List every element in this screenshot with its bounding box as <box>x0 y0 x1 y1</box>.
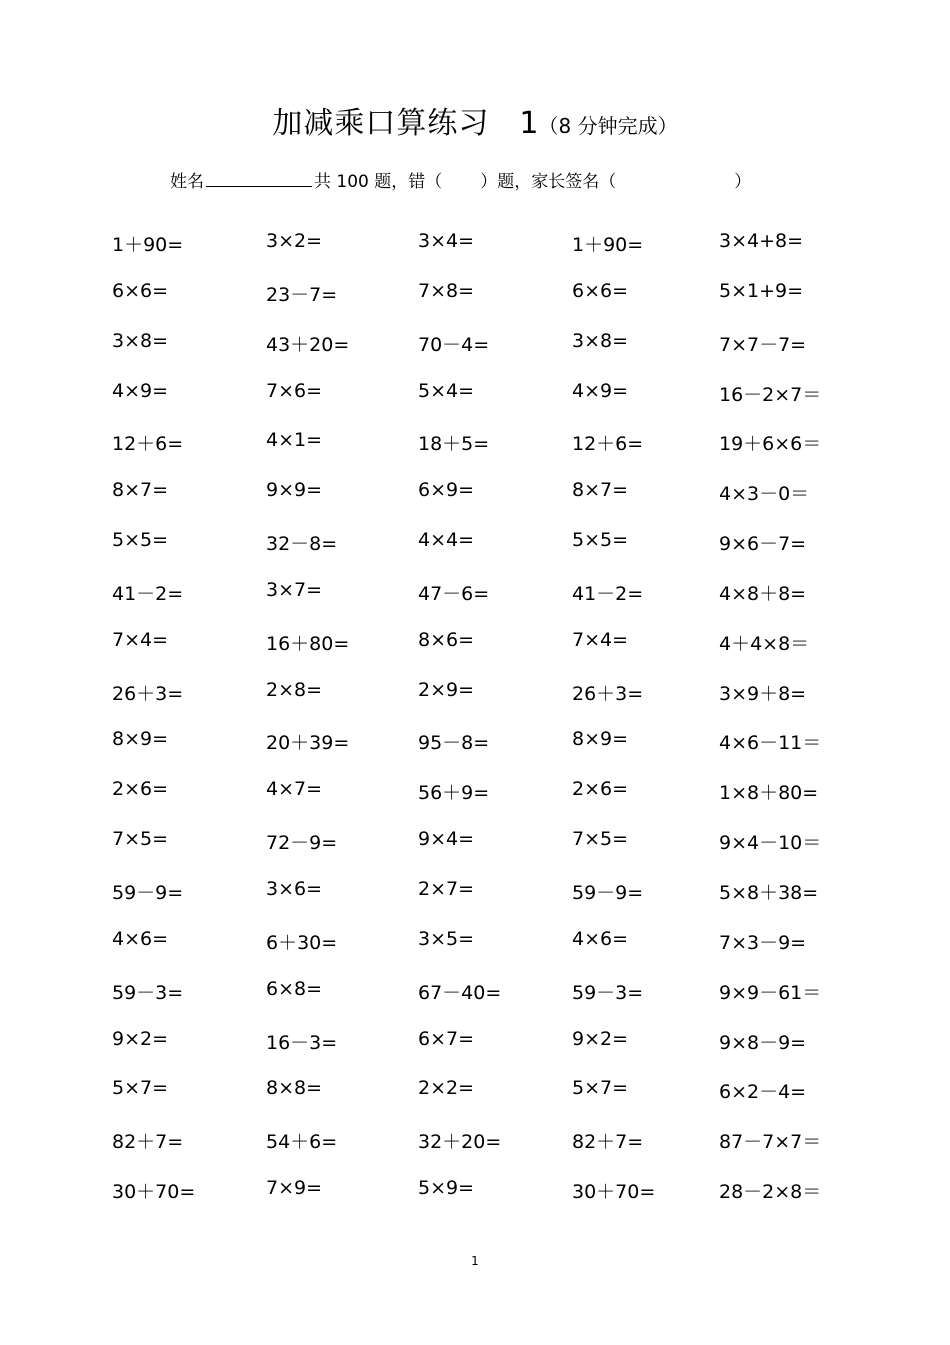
problem-item: 54＋6= <box>266 1131 338 1154</box>
problem-item: 2×9= <box>418 678 475 701</box>
problem-item: 4×1= <box>266 429 323 452</box>
problem-row <box>112 874 872 924</box>
problem-item: 23－7= <box>266 283 338 306</box>
problem-item: 7×7－7= <box>719 333 807 356</box>
problem-item: 6×9= <box>418 479 475 502</box>
problem-item: 12＋6= <box>112 433 184 456</box>
problem-item: 59－3= <box>112 981 184 1004</box>
problem-row <box>112 475 872 525</box>
problem-item: 56＋9= <box>418 782 490 805</box>
title-note: （8 分钟完成） <box>538 114 678 138</box>
problem-item: 6×6= <box>112 279 169 302</box>
problem-item: 3×6= <box>266 877 323 900</box>
problem-item: 6×8= <box>266 977 323 1000</box>
problem-row <box>112 376 872 426</box>
student-info-line <box>170 167 751 192</box>
problem-item: 16－3= <box>266 1031 338 1054</box>
problem-item: 8×8= <box>266 1077 323 1100</box>
problem-item: 4×4= <box>418 529 475 552</box>
problem-row <box>112 1123 872 1173</box>
problem-item: 43＋20= <box>266 333 350 356</box>
problem-item: 9×4－10＝ <box>719 832 822 855</box>
problem-row <box>112 924 872 974</box>
problem-item: 9×4= <box>418 828 475 851</box>
problem-row <box>112 824 872 874</box>
problem-item: 7×5= <box>572 828 629 851</box>
problem-item: 16＋80= <box>266 632 350 655</box>
problem-item: 5×5= <box>112 529 169 552</box>
problem-row <box>112 326 872 376</box>
problem-item: 8×7= <box>572 479 629 502</box>
problem-item: 2×6= <box>572 778 629 801</box>
problem-row <box>112 724 872 774</box>
problem-item: 26＋3= <box>112 682 184 705</box>
problem-row <box>112 276 872 326</box>
problem-item: 8×9= <box>112 728 169 751</box>
problem-item: 19＋6×6＝ <box>719 433 822 456</box>
problem-item: 5×7= <box>572 1077 629 1100</box>
problem-item: 4×7= <box>266 778 323 801</box>
problem-row <box>112 625 872 675</box>
problem-item: 9×6－7= <box>719 533 807 556</box>
problem-item: 6＋30= <box>266 931 338 954</box>
problem-item: 9×9－61＝ <box>719 981 822 1004</box>
problem-item: 3×7= <box>266 578 323 601</box>
problem-item: 41－2= <box>572 582 644 605</box>
problem-item: 2×6= <box>112 778 169 801</box>
problem-item: 3×9＋8= <box>719 682 807 705</box>
problem-item: 41－2= <box>112 582 184 605</box>
problem-item: 4×6－11＝ <box>719 732 822 755</box>
problem-item: 5×7= <box>112 1077 169 1100</box>
problem-row <box>112 425 872 475</box>
problem-row <box>112 675 872 725</box>
problem-item: 9×2= <box>572 1027 629 1050</box>
problem-item: 72－9= <box>266 832 338 855</box>
problem-item: 5×5= <box>572 529 629 552</box>
problem-row <box>112 774 872 824</box>
problem-item: 3×8= <box>572 329 629 352</box>
problem-item: 5×9= <box>418 1177 475 1200</box>
problem-item: 7×9= <box>266 1177 323 1200</box>
problem-item: 59－9= <box>112 881 184 904</box>
problem-item: 9×2= <box>112 1027 169 1050</box>
problem-item: 2×8= <box>266 678 323 701</box>
problem-item: 4＋4×8＝ <box>719 632 810 655</box>
problem-item: 32－8= <box>266 533 338 556</box>
page-number: 1 <box>471 1254 479 1268</box>
problem-item: 82＋7= <box>572 1131 644 1154</box>
problem-item: 2×2= <box>418 1077 475 1100</box>
problem-item: 70－4= <box>418 333 490 356</box>
problem-item: 3×2= <box>266 230 323 252</box>
problem-item: 5×8＋38= <box>719 881 819 904</box>
problem-item: 5×1+9= <box>719 279 804 302</box>
name-label: 姓名 <box>170 172 204 192</box>
problem-item: 4×8＋8= <box>719 582 807 605</box>
problem-item: 6×7= <box>418 1027 475 1050</box>
problem-item: 4×6= <box>572 927 629 950</box>
problem-item: 1＋90= <box>572 234 644 256</box>
problem-item: 18＋5= <box>418 433 490 456</box>
problem-grid <box>112 226 872 1223</box>
problem-item: 8×7= <box>112 479 169 502</box>
problem-item: 3×5= <box>418 927 475 950</box>
title-number: 1 <box>519 106 539 141</box>
problem-item: 7×4= <box>572 628 629 651</box>
problem-item: 32＋20= <box>418 1131 502 1154</box>
problem-item: 59－9= <box>572 881 644 904</box>
problem-item: 47－6= <box>418 582 490 605</box>
problem-row <box>112 1173 872 1223</box>
problem-item: 7×6= <box>266 379 323 402</box>
problem-item: 3×4= <box>418 230 475 252</box>
problem-row <box>112 575 872 625</box>
parent-signature-label: ）题，家长签名（ <box>480 172 617 192</box>
problem-item: 7×3－9= <box>719 931 807 954</box>
name-blank-field[interactable] <box>206 170 312 187</box>
problem-row <box>112 226 872 276</box>
problem-item: 4×9= <box>572 379 629 402</box>
problem-item: 20＋39= <box>266 732 350 755</box>
problem-item: 28－2×8＝ <box>719 1181 822 1204</box>
problem-item: 12＋6= <box>572 433 644 456</box>
problem-item: 30＋70= <box>572 1181 656 1204</box>
problem-item: 8×6= <box>418 628 475 651</box>
problem-item: 26＋3= <box>572 682 644 705</box>
problem-item: 4×3－0＝ <box>719 483 810 506</box>
problem-item: 6×6= <box>572 279 629 302</box>
problem-item: 3×4+8= <box>719 230 804 252</box>
problem-row <box>112 1073 872 1123</box>
problem-item: 7×4= <box>112 628 169 651</box>
problem-item: 9×8－9= <box>719 1031 807 1054</box>
problem-item: 95－8= <box>418 732 490 755</box>
problem-row <box>112 525 872 575</box>
problem-item: 67－40= <box>418 981 502 1004</box>
problem-item: 1×8＋80= <box>719 782 819 805</box>
problem-item: 59－3= <box>572 981 644 1004</box>
problem-item: 5×4= <box>418 379 475 402</box>
problem-item: 2×7= <box>418 877 475 900</box>
problem-item: 1＋90= <box>112 234 184 256</box>
problem-item: 16－2×7＝ <box>719 383 822 406</box>
problem-item: 7×5= <box>112 828 169 851</box>
problem-item: 8×9= <box>572 728 629 751</box>
close-paren: ） <box>734 172 752 192</box>
problem-item: 82＋7= <box>112 1131 184 1154</box>
title-text: 加减乘口算练习 <box>272 106 490 141</box>
problem-row <box>112 1024 872 1074</box>
worksheet-title <box>0 98 950 142</box>
problem-item: 4×6= <box>112 927 169 950</box>
problem-item: 3×8= <box>112 329 169 352</box>
total-label: 共 100 题，错（ <box>314 172 443 192</box>
problem-item: 7×8= <box>418 279 475 302</box>
problem-item: 30＋70= <box>112 1181 196 1204</box>
problem-item: 9×9= <box>266 479 323 502</box>
problem-item: 4×9= <box>112 379 169 402</box>
problem-row <box>112 974 872 1024</box>
problem-item: 6×2－4= <box>719 1081 807 1104</box>
problem-item: 87－7×7＝ <box>719 1131 822 1154</box>
